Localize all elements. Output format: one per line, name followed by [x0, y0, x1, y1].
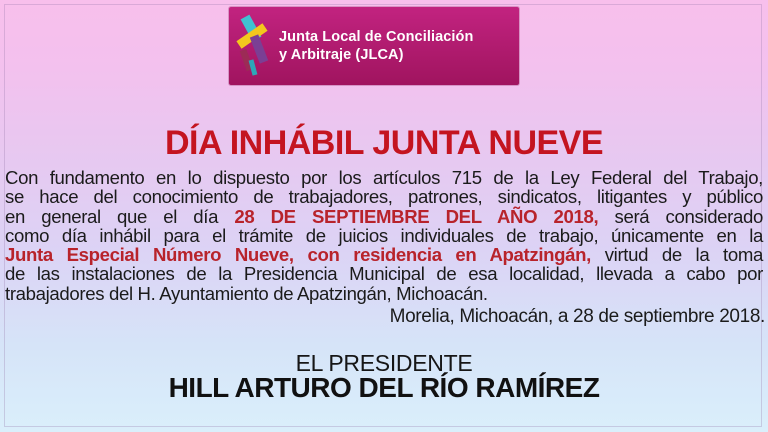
notice-title: DÍA INHÁBIL JUNTA NUEVE — [164, 124, 604, 162]
banner-line-2: y Arbitraje (JLCA) — [279, 47, 404, 63]
highlighted-red-text: Junta Especial Número Nueve, con residencia en Apatzingán, — [5, 244, 591, 266]
text-segment: de las instalaciones de la Presidencia Municipal de esa localidad, llevada a cabo por — [5, 263, 763, 285]
banner-line-1: Junta Local de Conciliación — [279, 29, 474, 45]
text-segment: virtud de la toma — [590, 244, 763, 266]
highlighted-red-text: 28 DE SEPTIEMBRE DEL AÑO 2018, — [234, 205, 599, 227]
paragraph-line — [5, 226, 763, 245]
banner-text — [279, 28, 473, 64]
text-segment: se hace del conocimiento de trabajadores, patrones, sindicatos, litigantes y público — [5, 186, 763, 208]
jlca-banner — [229, 7, 519, 85]
signer-name: HILL ARTURO DEL RÍO RAMÍREZ — [168, 372, 600, 403]
paragraph-line — [5, 207, 763, 226]
text-segment: Con fundamento en lo dispuesto por los artículos 715 de la Ley Federal del Trabajo, — [5, 167, 763, 188]
text-segment: como día inhábil para el trámite de juicios individuales de trabajo, únicamente en la — [5, 224, 763, 246]
text-segment: será considerado — [598, 205, 763, 227]
paragraph-line — [5, 187, 763, 206]
text-segment: en general que el día — [5, 205, 235, 227]
paragraph-line — [5, 264, 763, 283]
notice-paragraph — [5, 168, 763, 303]
signer-role: EL PRESIDENTE — [295, 350, 473, 376]
text-segment: trabajadores del H. Ayuntamiento de Apatzingán, Michoacán. — [5, 282, 488, 304]
jlca-logo-icon — [234, 14, 270, 78]
paragraph-line — [5, 168, 763, 187]
paragraph-line — [5, 284, 763, 303]
dateline: Morelia, Michoacán, a 28 de septiembre 2018. — [389, 306, 765, 327]
paragraph-line — [5, 245, 763, 264]
